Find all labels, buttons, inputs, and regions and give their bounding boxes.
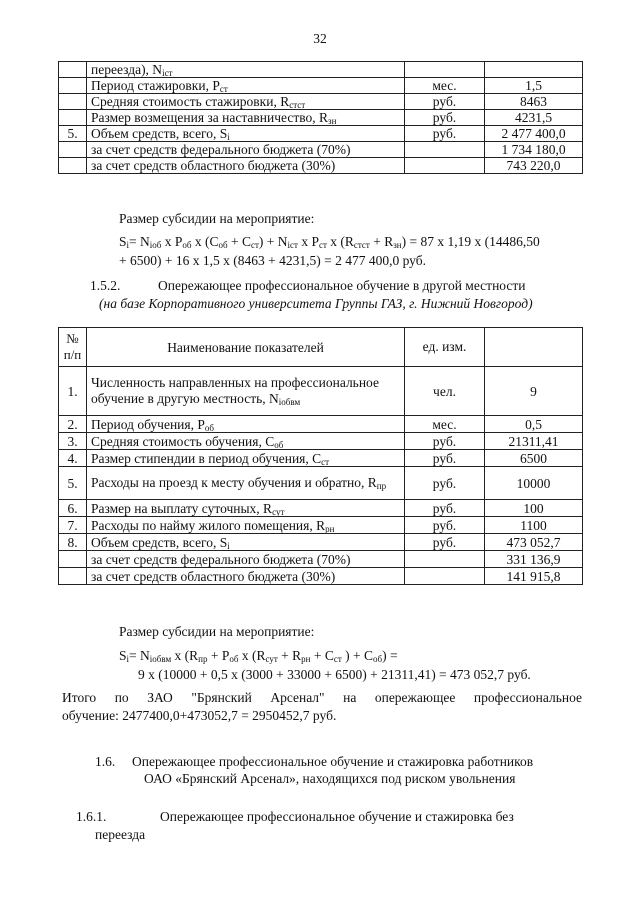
row-unit: руб.: [405, 467, 485, 500]
section-1-5-2-subtitle: (на базе Корпоративного университета Группы ГАЗ, г. Нижний Новгород): [99, 296, 533, 311]
row-unit: руб.: [405, 126, 485, 142]
section-1-5-2-title: Опережающее профессиональное обучение в другой местности: [158, 278, 526, 293]
row-name: Средняя стоимость стажировки, $R_{стст}$: [87, 94, 405, 110]
row-name: Размер возмещения за наставничество, $R_{зн}$: [87, 110, 405, 126]
row-name: Размер стипендии в период обучения, $C_{ст}$: [87, 450, 405, 467]
formula-2-text: = $N_{iобвм}$ x ($R_{пр} + P_{об}$ x ($R_{сут} + R_{рн} + C_{ст}$ ) + $C_{об}$) =: [129, 648, 398, 664]
row-value: 6500: [485, 450, 583, 467]
table-training-costs: [58, 327, 583, 585]
table-row: [59, 534, 583, 551]
row-value: 4231,5: [485, 110, 583, 126]
row-value: 10000: [485, 467, 583, 500]
row-value: 2 477 400,0: [485, 126, 583, 142]
row-value: [485, 62, 583, 78]
table-row: [59, 500, 583, 517]
row-value: 1 734 180,0: [485, 142, 583, 158]
row-name: за счет средств областного бюджета (30%): [87, 568, 405, 585]
table-row: [59, 158, 583, 174]
row-unit: руб.: [405, 500, 485, 517]
row-name: Период стажировки, $P_{ст}$: [87, 78, 405, 94]
row-unit: [405, 551, 485, 568]
row-name: Размер на выплату суточных, $R_{сут}$: [87, 500, 405, 517]
section-1-6-1-line-2: переезда: [95, 827, 146, 842]
table-row: [59, 62, 583, 78]
row-value: 743 220,0: [485, 158, 583, 174]
total-line-1: Итого по ЗАО "Брянский Арсенал" на опережающее профессиональное: [62, 690, 582, 705]
row-number: [59, 94, 87, 110]
header-num: № п/п: [59, 328, 87, 367]
row-unit: руб.: [405, 517, 485, 534]
row-unit: мес.: [405, 78, 485, 94]
header-unit: ед. изм.: [405, 328, 485, 367]
row-unit: чел.: [405, 367, 485, 416]
row-value: 331 136,9: [485, 551, 583, 568]
formula-1-line-1: $S_i= N_{iоб}$ x $P_{об}$ x $(C_{об} + C_{ст}) + N_{iст}$ x $P_{ст}$ x $(R_{стст} + R_{зн}) = 87$ x 1,19 x (14486,50: [119, 234, 540, 250]
table-row: [59, 433, 583, 450]
row-value: 473 052,7: [485, 534, 583, 551]
row-number: 6.: [59, 500, 87, 517]
row-number: [59, 142, 87, 158]
row-unit: [405, 62, 485, 78]
row-number: 7.: [59, 517, 87, 534]
row-number: [59, 78, 87, 94]
row-name: Численность направленных на профессиональное обучение в другую местность, $N_{iобвм}$: [87, 367, 405, 416]
row-unit: руб.: [405, 450, 485, 467]
row-name: Объем средств, всего, $S_i$: [87, 534, 405, 551]
row-number: 4.: [59, 450, 87, 467]
row-value: 141 915,8: [485, 568, 583, 585]
row-unit: [405, 158, 485, 174]
table-row: [59, 126, 583, 142]
row-number: [59, 62, 87, 78]
table-staffing-costs: [58, 61, 583, 174]
row-value: 1100: [485, 517, 583, 534]
section-1-6-line-2: ОАО «Брянский Арсенал», находящихся под риском увольнения: [144, 771, 516, 786]
row-number: [59, 110, 87, 126]
table-row: [59, 568, 583, 585]
table-row: [59, 78, 583, 94]
row-value: 1,5: [485, 78, 583, 94]
table-row: [59, 467, 583, 500]
table-row: [59, 517, 583, 534]
row-number: 1.: [59, 367, 87, 416]
subsidy-heading-2: Размер субсидии на мероприятие:: [119, 624, 315, 639]
section-1-6-1-line-1: Опережающее профессиональное обучение и стажировка без: [160, 809, 514, 824]
row-value: 21311,41: [485, 433, 583, 450]
table-row: [59, 450, 583, 467]
row-name: Расходы по найму жилого помещения, $R_{рн}$: [87, 517, 405, 534]
table-row: [59, 142, 583, 158]
formula-2-line-2: 9 x (10000 + 0,5 x (3000 + 33000 + 6500) + 21311,41) = 473 052,7 руб.: [138, 667, 531, 682]
section-1-5-2-number: 1.5.2.: [90, 278, 121, 293]
row-name: переезда), $N_{iст}$: [87, 62, 405, 78]
row-number: 2.: [59, 416, 87, 433]
row-unit: мес.: [405, 416, 485, 433]
row-unit: [405, 568, 485, 585]
row-number: 3.: [59, 433, 87, 450]
header-value: [485, 328, 583, 367]
table-row: [59, 367, 583, 416]
table-row: [59, 94, 583, 110]
section-1-6-1-number: 1.6.1.: [76, 809, 107, 824]
table-row: [59, 416, 583, 433]
row-name: за счет средств федерального бюджета (70%): [87, 551, 405, 568]
row-unit: руб.: [405, 110, 485, 126]
row-value: 0,5: [485, 416, 583, 433]
row-value: 8463: [485, 94, 583, 110]
table-row: [59, 551, 583, 568]
page-number: 32: [313, 31, 327, 46]
row-number: 5.: [59, 126, 87, 142]
row-name: за счет средств областного бюджета (30%): [87, 158, 405, 174]
formula-2-line-1: $S_i= N_{iобвм}$ x ($R_{пр} + P_{об}$ x ($R_{сут} + R_{рн} + C_{ст}$ ) + $C_{об}$) =: [119, 648, 398, 664]
row-number: [59, 568, 87, 585]
row-unit: руб.: [405, 94, 485, 110]
table-row: [59, 110, 583, 126]
row-number: [59, 551, 87, 568]
header-name: Наименование показателей: [87, 328, 405, 367]
row-name: Средняя стоимость обучения, $C_{об}$: [87, 433, 405, 450]
row-value: 9: [485, 367, 583, 416]
row-unit: [405, 142, 485, 158]
formula-1-text: = $N_{iоб}$ x $P_{об}$ x $(C_{об} + C_{ст}) + N_{iст}$ x $P_{ст}$ x $(R_{стст} + R_{зн}) = 87$ x 1,19 x (14486,50: [129, 234, 540, 250]
row-unit: руб.: [405, 433, 485, 450]
row-number: 5.: [59, 467, 87, 500]
total-line-2: обучение: 2477400,0+473052,7 = 2950452,7 руб.: [62, 708, 337, 723]
row-name: Расходы на проезд к месту обучения и обратно, $R_{пр}$: [87, 467, 405, 500]
section-1-6-line-1: Опережающее профессиональное обучение и стажировка работников: [132, 754, 534, 769]
row-unit: руб.: [405, 534, 485, 551]
row-name: Объем средств, всего, $S_i$: [87, 126, 405, 142]
row-value: 100: [485, 500, 583, 517]
row-number: [59, 158, 87, 174]
row-number: 8.: [59, 534, 87, 551]
row-name: Период обучения, $P_{об}$: [87, 416, 405, 433]
section-1-6-number: 1.6.: [95, 754, 116, 769]
row-name: за счет средств федерального бюджета (70%): [87, 142, 405, 158]
formula-1-line-2: + 6500) + 16 x 1,5 x (8463 + 4231,5) = 2 477 400,0 руб.: [119, 253, 426, 268]
subsidy-heading-1: Размер субсидии на мероприятие:: [119, 211, 315, 226]
